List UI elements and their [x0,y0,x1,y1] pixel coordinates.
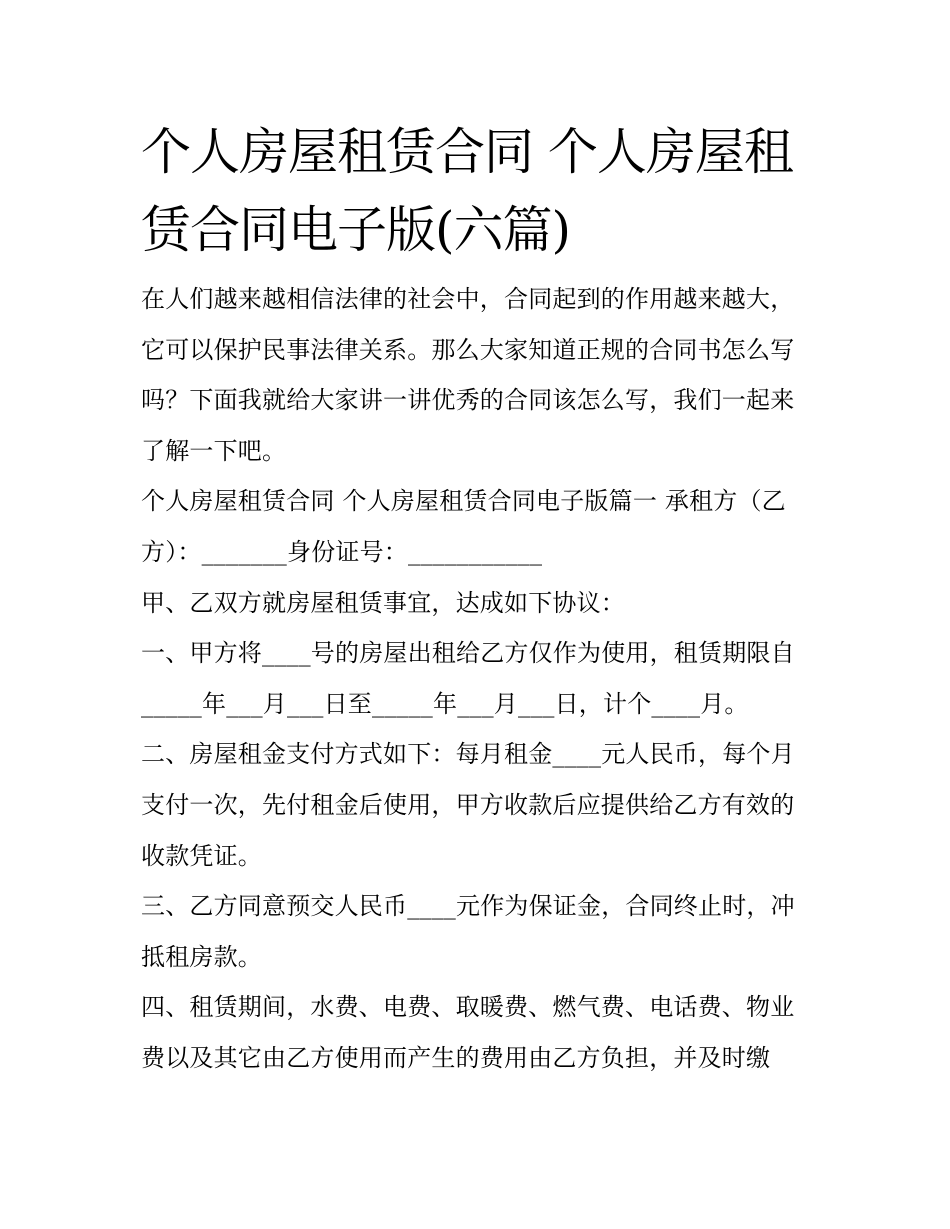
intro-paragraph [141,274,821,476]
agreement-intro-paragraph [141,578,821,629]
text-line: 在人们越来越相信法律的社会中，合同起到的作用越来越大， [141,285,795,313]
text-line: 收款凭证。 [141,841,262,870]
document-title [141,113,821,269]
text-line: 一、甲方将____号的房屋出租给乙方仅作为使用，租赁期限自 [141,639,795,668]
clause-four-paragraph [141,982,821,1083]
section-heading-paragraph [141,476,821,577]
text-line: 抵租房款。 [141,942,262,971]
text-line: 三、乙方同意预交人民币____元作为保证金，合同终止时，冲 [141,892,795,921]
text-line: 它可以保护民事法律关系。那么大家知道正规的合同书怎么写 [141,335,795,364]
text-line: 四、租赁期间，水费、电费、取暖费、燃气费、电话费、物业 [141,993,795,1022]
text-line: 个人房屋租赁合同 个人房屋租赁合同电子版篇一 承租方（乙 [141,487,786,516]
text-line: 方）：_______身份证号：___________ [141,537,543,566]
text-line: 吗？下面我就给大家讲一讲优秀的合同该怎么写，我们一起来 [141,386,795,415]
title-line: 个人房屋租赁合同 个人房屋租 [141,123,793,181]
title-line: 赁合同电子版(六篇) [141,201,571,259]
clause-three-paragraph [141,881,821,982]
text-line: 支付一次，先付租金后使用，甲方收款后应提供给乙方有效的 [141,790,795,819]
text-line: 了解一下吧。 [141,436,287,465]
document-body [141,274,821,1084]
text-line: 二、房屋租金支付方式如下：每月租金____元人民币，每个月 [141,740,795,769]
clause-one-paragraph [141,628,821,729]
text-line: 甲、乙双方就房屋租赁事宜，达成如下协议： [141,588,625,617]
clause-two-paragraph [141,729,821,881]
text-line: _____年___月___日至_____年___月___日，计个____月。 [141,689,749,718]
text-line: 费以及其它由乙方使用而产生的费用由乙方负担，并及时缴 [141,1043,771,1072]
